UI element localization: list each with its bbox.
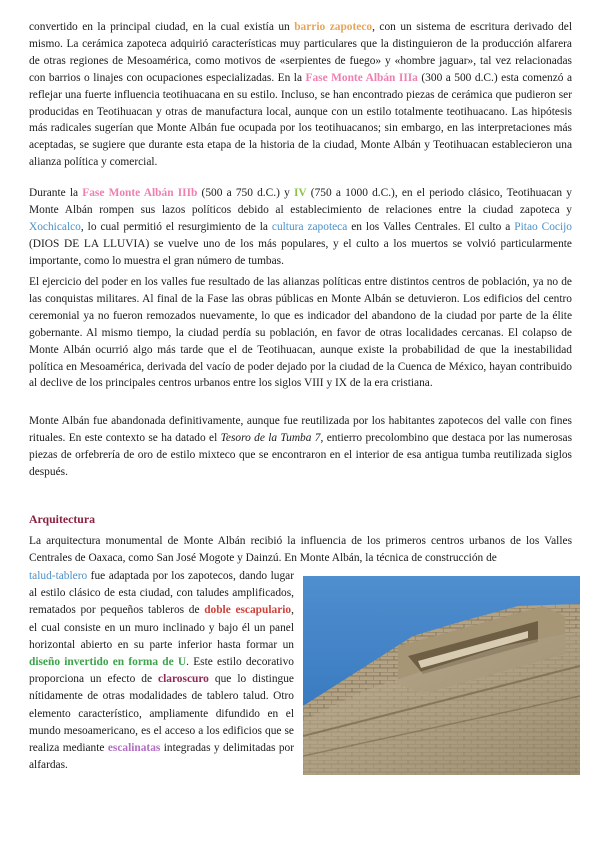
text-run: fue adaptada por los zapotecos, dando lugar al estilo clásico de esta ciudad, con taludes amplificados, rematados por pequeños tableros de [29,570,294,617]
link-fase-iiib[interactable]: Fase Monte Albán IIIb [82,187,198,199]
link-doble-escapulario[interactable]: doble escapulario [204,604,292,617]
italic-title: Tesoro de la Tumba 7 [220,431,321,444]
paragraph-ceramics [29,19,572,171]
link-xochicalco[interactable]: Xochicalco [29,220,81,233]
text-run: Durante la [29,187,83,199]
paragraph-talud-tablero [29,568,294,774]
text-run: (DIOS DE LA LLUVIA) se vuelve uno de los más populares, y el culto a los muertos se volvió particularmente importante, como lo muestra el gran número de tumbas. [29,237,572,267]
link-fase-iv[interactable]: IV [293,187,307,199]
text-run: (300 a 500 d.C.) esta comenzó a reflejar una fuerte influencia teotihuacana en su estilo. Incluso, se han encontrado piezas de cerámica que pudieron ser producidas en Teotihuacan y otras de manufactura local, aunque con un estilo totalmente teotihuacano. Las hipótesis más radicales sugerían que Monte Albán fue ocupada por los teotihuacanos; sin embargo, en las interpretaciones más aceptadas, se sugiere que durante esta etapa de la historia de la ciudad, Monte Albán y Teotihuacan establecieron una alianza política y comercial. [29,71,572,169]
text-run: . Este estilo decorativo proporciona un efecto de [29,656,294,686]
section-heading-arquitectura: Arquitectura [29,512,95,526]
text-run: , el cual consiste en un muro inclinado y bajo él un panel horizontal abierto en su parte inferior hasta formar un [29,604,294,651]
text-run: , entierro precolombino que destaca por las numerosas piezas de orfebrería de oro de estilo mixteco que se encontraron en el interior de esa antigua tumba reutilizada siglos después. [29,431,572,478]
monte-alban-stone-building-photo [303,576,580,775]
paragraph-abandonment [29,413,572,481]
link-talud-tablero[interactable]: talud-tablero [29,570,88,582]
link-claroscuro[interactable]: claroscuro [158,673,209,686]
paragraph-power: El ejercicio del poder en los valles fue resultado de las alianzas políticas entre distintos centros de población, ya no de las conquistas militares. Al final de la Fase las obras públicas en Monte Albán se detuvieron. Los edificios del centro ceremonial ya no fueron remozados nuevamente, lo que es indicador del abandono de la ciudad por parte de la élite gobernante. Al mismo tiempo, la ciudad perdía su población, en favor de otras localidades cercanas. El colapso de Monte Albán ocurrió algo más tarde que el de Teotihuacan, aunque existe la probabilidad de que la inestabilidad política en Mesoamérica, derivada del vacío de poder dejado por la ciudad de la Cuenca de México, hayan contribuido al declive de los principales centros urbanos entre los siglos VIII y IX de la era cristiana. [29,276,572,390]
text-run: (750 a 1000 d.C.), en el periodo clásico, Teotihuacan y Monte Albán rompen sus lazos políticos debido al establecimiento de relaciones entre la ciudad zapoteca y [29,187,573,216]
text-run: , lo cual permitió el resurgimiento de la [80,220,272,233]
text-run: Monte Albán fue abandonada definitivamente, aunque fue reutilizada por los habitantes zapotecos del valle con fines rituales. En este contexto se ha datado el [29,415,572,444]
link-escalinatas[interactable]: escalinatas [107,742,161,755]
link-barrio-zapoteco[interactable]: barrio zapoteco [294,21,373,33]
link-fase-iiia[interactable]: Fase Monte Albán IIIa [305,71,418,84]
text-run: en los Valles Centrales. El culto a [347,220,515,233]
text-run: (500 a 750 d.C.) y [197,187,294,199]
paragraph-architecture-intro: La arquitectura monumental de Monte Albán recibió la influencia de los primeros centros urbanos de los Valles Centrales de Oaxaca, como San José Mogote y Dainzú. En Monte Albán, la técnica de construcción de [29,535,572,564]
link-cultura-zapoteca[interactable]: cultura zapoteca [271,220,348,233]
text-run: , con un sistema de escritura derivado del mismo. La cerámica zapoteca adquirió características muy particulares que la distinguieron de la producción alfarera de otras regiones de Mesoamérica, como motivos de «serpientes de fuego» y «hombre jaguar», tal vez relacionadas con barrios o linajes con ocupaciones especializadas. En la [29,21,573,84]
link-pitao-cocijo[interactable]: Pitao Cocijo [514,220,573,233]
paragraph-classic-period [29,185,572,270]
text-run: que lo distingue nítidamente de otras modalidades de tablero talud. Otro elemento característico, ampliamente difundido en el mundo mesoamericano, es el acceso a los edificios que se realiza mediante [29,673,294,755]
text-run: convertido en la principal ciudad, en la cual existía un [29,21,295,33]
link-diseno-invertido[interactable]: diseño invertido en forma de U [29,656,187,669]
text-run: integradas y delimitadas por alfardas. [29,742,294,772]
